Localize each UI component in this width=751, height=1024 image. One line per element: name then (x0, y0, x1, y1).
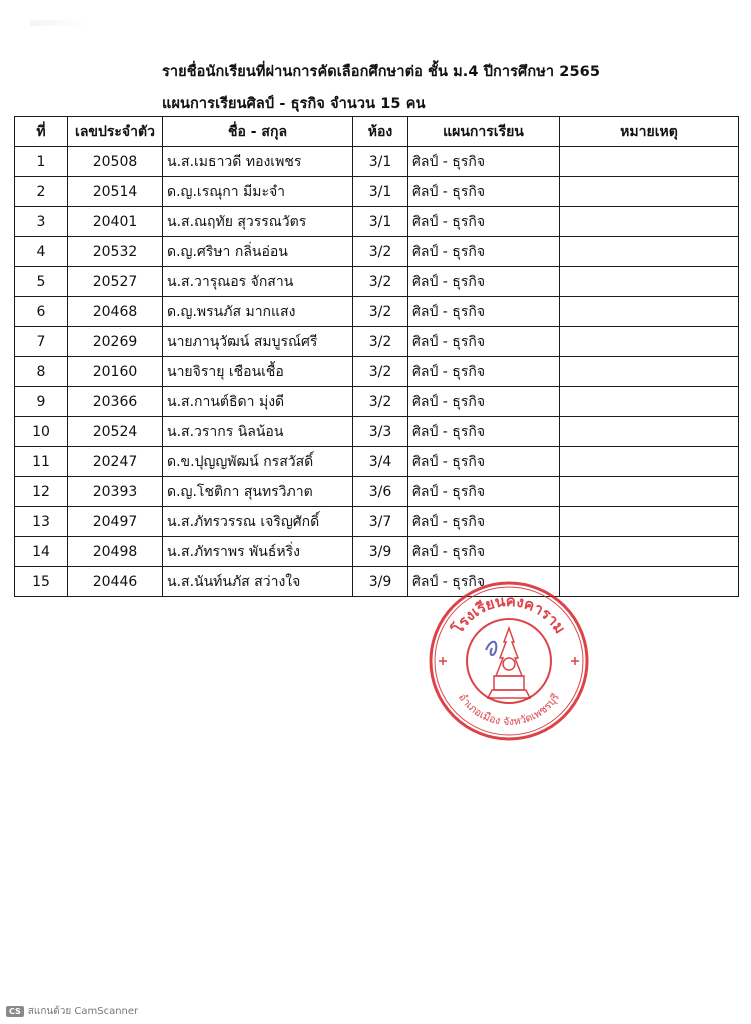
cell-study-plan: ศิลป์ - ธุรกิจ (408, 267, 560, 297)
cell-no: 7 (15, 327, 68, 357)
cell-no: 2 (15, 177, 68, 207)
table-row (15, 477, 739, 507)
table-header-row (15, 117, 739, 147)
cell-no: 10 (15, 417, 68, 447)
cell-remark (560, 327, 739, 357)
cell-study-plan: ศิลป์ - ธุรกิจ (408, 477, 560, 507)
cell-full-name: น.ส.ณฤทัย สุวรรณวัตร (163, 207, 353, 237)
scan-smudge (30, 20, 90, 26)
cell-no: 5 (15, 267, 68, 297)
cell-room: 3/1 (353, 147, 408, 177)
cell-no: 3 (15, 207, 68, 237)
cell-student-id: 20366 (68, 387, 163, 417)
cell-room: 3/3 (353, 417, 408, 447)
cell-remark (560, 387, 739, 417)
header-room: ห้อง (353, 117, 408, 147)
cell-no: 1 (15, 147, 68, 177)
table-row (15, 447, 739, 477)
table-row (15, 147, 739, 177)
camscanner-logo-icon: CS (6, 1006, 24, 1017)
cell-full-name: น.ส.ภัทรวรรณ เจริญศักดิ์ (163, 507, 353, 537)
cell-remark (560, 537, 739, 567)
stamp-top-text: โรงเรียนคงคาราม (448, 591, 570, 637)
scanner-watermark (6, 1004, 138, 1019)
cell-room: 3/1 (353, 177, 408, 207)
cell-room: 3/9 (353, 567, 408, 597)
cell-study-plan: ศิลป์ - ธุรกิจ (408, 327, 560, 357)
stamp-emblem-icon (488, 628, 530, 698)
student-roster-table (14, 116, 739, 597)
cell-student-id: 20401 (68, 207, 163, 237)
stamp-signature-mark (486, 642, 496, 655)
cell-remark (560, 237, 739, 267)
cell-no: 6 (15, 297, 68, 327)
cell-study-plan: ศิลป์ - ธุรกิจ (408, 297, 560, 327)
table-row (15, 297, 739, 327)
cell-full-name: น.ส.ภัทราพร พันธ์หริ่ง (163, 537, 353, 567)
cell-study-plan: ศิลป์ - ธุรกิจ (408, 357, 560, 387)
cell-room: 3/6 (353, 477, 408, 507)
header-no: ที่ (15, 117, 68, 147)
table-row (15, 177, 739, 207)
cell-no: 9 (15, 387, 68, 417)
cell-student-id: 20498 (68, 537, 163, 567)
cell-full-name: ด.ญ.โชติกา สุนทรวิภาต (163, 477, 353, 507)
cell-student-id: 20160 (68, 357, 163, 387)
cell-full-name: นายภานุวัฒน์ สมบูรณ์ศรี (163, 327, 353, 357)
cell-full-name: ด.ข.ปุญญพัฒน์ กรสวัสดิ์ (163, 447, 353, 477)
cell-student-id: 20514 (68, 177, 163, 207)
cell-full-name: น.ส.วารุณอร จักสาน (163, 267, 353, 297)
scanner-watermark-text: สแกนด้วย CamScanner (27, 1006, 139, 1017)
cell-full-name: ด.ญ.ศริษา กลิ่นอ่อน (163, 237, 353, 267)
cell-room: 3/7 (353, 507, 408, 537)
header-full-name: ชื่อ - สกุล (163, 117, 353, 147)
cell-no: 8 (15, 357, 68, 387)
cell-remark (560, 207, 739, 237)
cell-study-plan: ศิลป์ - ธุรกิจ (408, 207, 560, 237)
cell-full-name: นายจิรายุ เชือนเชื้อ (163, 357, 353, 387)
cell-no: 12 (15, 477, 68, 507)
cell-remark (560, 357, 739, 387)
table-row (15, 507, 739, 537)
cell-full-name: ด.ญ.พรนภัส มากแสง (163, 297, 353, 327)
cell-full-name: น.ส.วรากร นิลน้อน (163, 417, 353, 447)
cell-remark (560, 177, 739, 207)
cell-full-name: น.ส.เมธาวดี ทองเพชร (163, 147, 353, 177)
cell-room: 3/2 (353, 387, 408, 417)
cell-room: 3/2 (353, 297, 408, 327)
cell-room: 3/9 (353, 537, 408, 567)
cell-room: 3/2 (353, 267, 408, 297)
cell-room: 3/2 (353, 327, 408, 357)
cell-student-id: 20497 (68, 507, 163, 537)
cell-no: 4 (15, 237, 68, 267)
cell-study-plan: ศิลป์ - ธุรกิจ (408, 147, 560, 177)
cell-student-id: 20247 (68, 447, 163, 477)
cell-remark (560, 507, 739, 537)
cell-remark (560, 147, 739, 177)
cell-student-id: 20269 (68, 327, 163, 357)
cell-remark (560, 267, 739, 297)
cell-study-plan: ศิลป์ - ธุรกิจ (408, 237, 560, 267)
cell-student-id: 20527 (68, 267, 163, 297)
cell-study-plan: ศิลป์ - ธุรกิจ (408, 567, 560, 597)
cell-study-plan: ศิลป์ - ธุรกิจ (408, 177, 560, 207)
cell-no: 11 (15, 447, 68, 477)
table-row (15, 207, 739, 237)
header-study-plan: แผนการเรียน (408, 117, 560, 147)
cell-room: 3/2 (353, 357, 408, 387)
school-seal-stamp (428, 580, 590, 742)
cell-student-id: 20468 (68, 297, 163, 327)
cell-full-name: น.ส.นันท์นภัส สว่างใจ (163, 567, 353, 597)
table-row (15, 537, 739, 567)
header-remark: หมายเหตุ (560, 117, 739, 147)
cell-remark (560, 297, 739, 327)
cell-full-name: น.ส.กานต์ธิดา มุ่งดี (163, 387, 353, 417)
document-subtitle: แผนการเรียนศิลป์ - ธุรกิจ จำนวน 15 คน (162, 96, 426, 112)
table-row (15, 567, 739, 597)
cell-study-plan: ศิลป์ - ธุรกิจ (408, 507, 560, 537)
table-row (15, 387, 739, 417)
cell-full-name: ด.ญ.เรณุกา มีมะจำ (163, 177, 353, 207)
cell-student-id: 20446 (68, 567, 163, 597)
cell-study-plan: ศิลป์ - ธุรกิจ (408, 537, 560, 567)
document-title: รายชื่อนักเรียนที่ผ่านการคัดเลือกศึกษาต่อ ชั้น ม.4 ปีการศึกษา 2565 (162, 64, 601, 80)
cell-no: 13 (15, 507, 68, 537)
cell-student-id: 20524 (68, 417, 163, 447)
table-row (15, 237, 739, 267)
cell-no: 14 (15, 537, 68, 567)
table-row (15, 357, 739, 387)
header-student-id: เลขประจำตัว (68, 117, 163, 147)
table-row (15, 267, 739, 297)
cell-remark (560, 447, 739, 477)
table-row (15, 327, 739, 357)
stamp-bottom-text: อำเภอเมือง จังหวัดเพชรบุรี (455, 691, 563, 729)
cell-remark (560, 417, 739, 447)
cell-student-id: 20508 (68, 147, 163, 177)
cell-student-id: 20532 (68, 237, 163, 267)
cell-room: 3/1 (353, 207, 408, 237)
cell-study-plan: ศิลป์ - ธุรกิจ (408, 447, 560, 477)
cell-room: 3/4 (353, 447, 408, 477)
cell-study-plan: ศิลป์ - ธุรกิจ (408, 417, 560, 447)
cell-study-plan: ศิลป์ - ธุรกิจ (408, 387, 560, 417)
cell-room: 3/2 (353, 237, 408, 267)
cell-remark (560, 477, 739, 507)
cell-no: 15 (15, 567, 68, 597)
cell-student-id: 20393 (68, 477, 163, 507)
table-row (15, 417, 739, 447)
